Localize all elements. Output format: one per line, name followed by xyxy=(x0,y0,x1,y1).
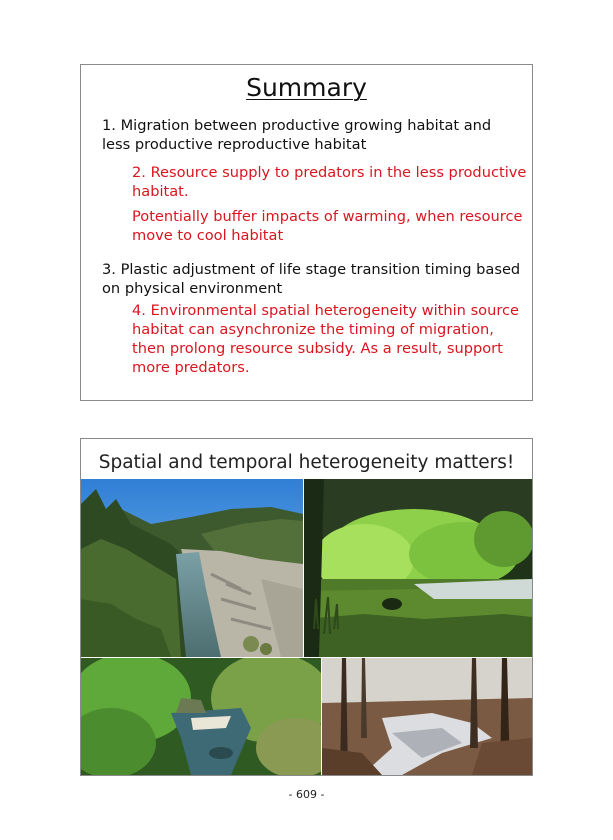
summary-point-2-sub: Potentially buffer impacts of warming, when resource move to cool habitat xyxy=(132,208,523,244)
summary-point-2: 2. Resource supply to predators in the less productive habitat. xyxy=(132,164,527,200)
river-canyon-photo xyxy=(81,479,303,657)
heterogeneity-title: Spatial and temporal heterogeneity matters! xyxy=(98,452,515,473)
winter-creek-photo xyxy=(322,658,532,775)
summary-slide xyxy=(80,64,533,401)
summary-title: Summary xyxy=(246,73,367,102)
summary-point-4: 4. Environmental spatial heterogeneity within source habitat can asynchronize the timing of migration, then prolong resource subsidy. As a result, support more predators. xyxy=(132,302,520,376)
summary-point-3: 3. Plastic adjustment of life stage transition timing based on physical environment xyxy=(102,261,521,297)
creek-pool-photo xyxy=(81,658,321,775)
green-stream-photo xyxy=(304,479,532,657)
summary-point-1: 1. Migration between productive growing habitat and less productive reproductive habitat xyxy=(102,117,492,153)
page-number: - 609 - xyxy=(288,788,325,801)
heterogeneity-slide xyxy=(80,438,533,776)
